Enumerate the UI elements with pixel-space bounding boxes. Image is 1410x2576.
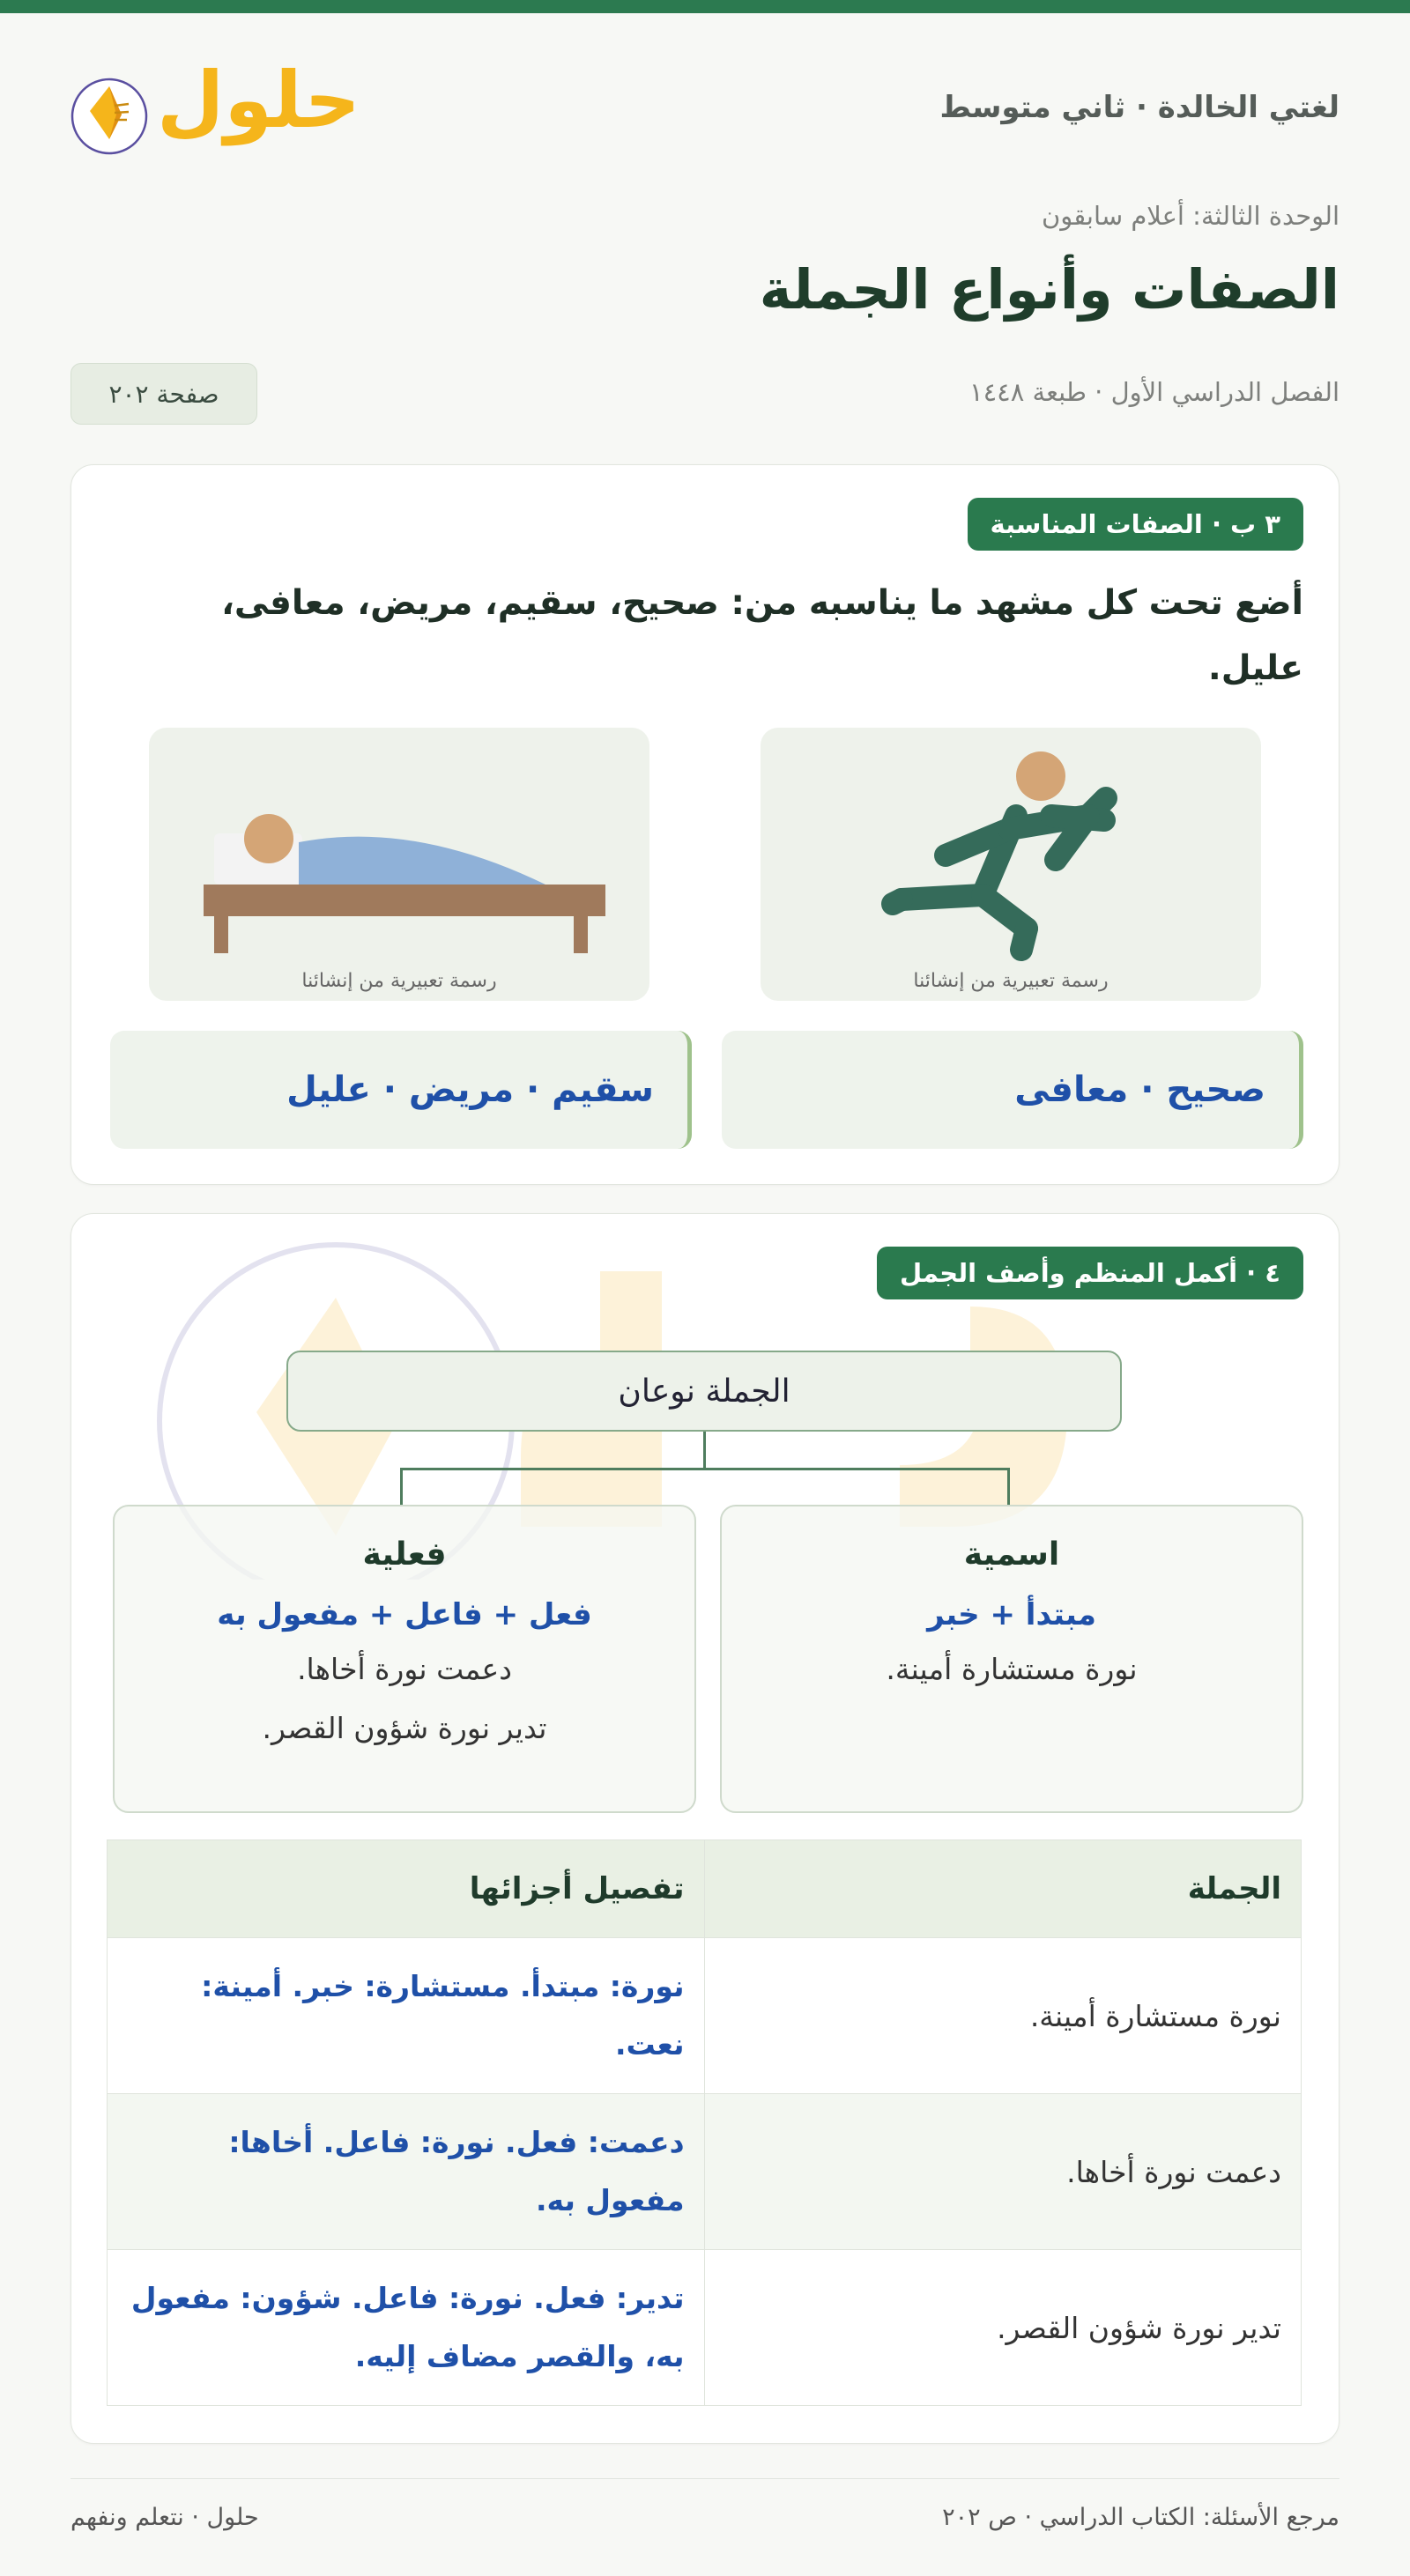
sentence-cell: تدير نورة شؤون القصر. — [704, 2250, 1302, 2406]
page-title: الصفات وأنواع الجملة — [759, 257, 1340, 322]
page-number-badge: صفحة ٢٠٢ — [70, 363, 257, 425]
footer-tagline: حلول · نتعلم ونفهم — [70, 2504, 259, 2531]
table-row — [108, 2250, 1302, 2406]
branch-formula: مبتدأ + خبر — [927, 1597, 1096, 1632]
unit-label: الوحدة الثالثة: أعلام سابقون — [1041, 201, 1340, 231]
detail-cell: تدير: فعل. نورة: فاعل. شؤون: مفعول به، والقصر مضاف إليه. — [108, 2250, 705, 2406]
section-badge: ٤ · أكمل المنظم وأصف الجمل — [877, 1247, 1303, 1299]
scene-running-person — [761, 728, 1261, 1001]
branch-title: اسمية — [963, 1536, 1060, 1573]
column-header-details: تفصيل أجزائها — [108, 1840, 705, 1938]
footer-divider — [70, 2478, 1340, 2479]
top-accent-bar — [0, 0, 1410, 13]
sentence-cell: نورة مستشارة أمينة. — [704, 1938, 1302, 2094]
branch-example: تدير نورة شؤون القصر. — [262, 1711, 547, 1745]
table-header-row — [108, 1840, 1302, 1938]
footer-reference: مرجع الأسئلة: الكتاب الدراسي · ص ٢٠٢ — [942, 2504, 1340, 2531]
book-title: لغتي الخالدة · ثاني متوسط — [939, 90, 1340, 125]
section-badge: ٣ ب · الصفات المناسبة — [968, 498, 1304, 551]
branch-nominal — [720, 1505, 1303, 1813]
sentence-parts-table — [107, 1839, 1302, 2406]
site-logo[interactable] — [70, 55, 360, 159]
semester-label: الفصل الدراسي الأول · طبعة ١٤٤٨ — [969, 377, 1340, 407]
branch-example: دعمت نورة أخاها. — [297, 1652, 512, 1686]
running-person-icon — [761, 728, 1261, 1001]
adjectives-exercise-card — [70, 464, 1340, 1185]
connector-line — [1007, 1468, 1010, 1505]
organizer-root: الجملة نوعان — [286, 1351, 1122, 1432]
page-header — [70, 55, 1340, 159]
scene-caption: رسمة تعبيرية من إنشائنا — [301, 970, 497, 992]
sentence-types-card — [70, 1213, 1340, 2444]
answer-box-sick: سقيم · مريض · عليل — [110, 1031, 692, 1149]
branch-formula: فعل + فاعل + مفعول به — [217, 1597, 592, 1632]
table-row — [108, 1938, 1302, 2094]
sentence-cell: دعمت نورة أخاها. — [704, 2094, 1302, 2250]
answer-box-healthy: صحيح · معافى — [722, 1031, 1303, 1149]
connector-line — [400, 1468, 403, 1505]
exercise-instruction: أضع تحت كل مشهد ما يناسبه من: صحيح، سقيم، مريض، معافى، عليل. — [221, 583, 1303, 688]
sick-person-in-bed-icon — [149, 728, 649, 1001]
column-header-sentence: الجملة — [704, 1840, 1302, 1938]
detail-cell: نورة: مبتدأ. مستشارة: خبر. أمينة: نعت. — [108, 1938, 705, 2094]
connector-line — [703, 1432, 706, 1469]
table-row — [108, 2094, 1302, 2250]
scene-caption: رسمة تعبيرية من إنشائنا — [913, 970, 1109, 992]
branch-verbal — [113, 1505, 696, 1813]
connector-line — [400, 1468, 1009, 1470]
branch-title: فعلية — [362, 1536, 447, 1573]
scene-sick-person — [149, 728, 649, 1001]
detail-cell: دعمت: فعل. نورة: فاعل. أخاها: مفعول به. — [108, 2094, 705, 2250]
branch-example: نورة مستشارة أمينة. — [886, 1652, 1138, 1686]
logo-text: حلول — [157, 55, 360, 145]
